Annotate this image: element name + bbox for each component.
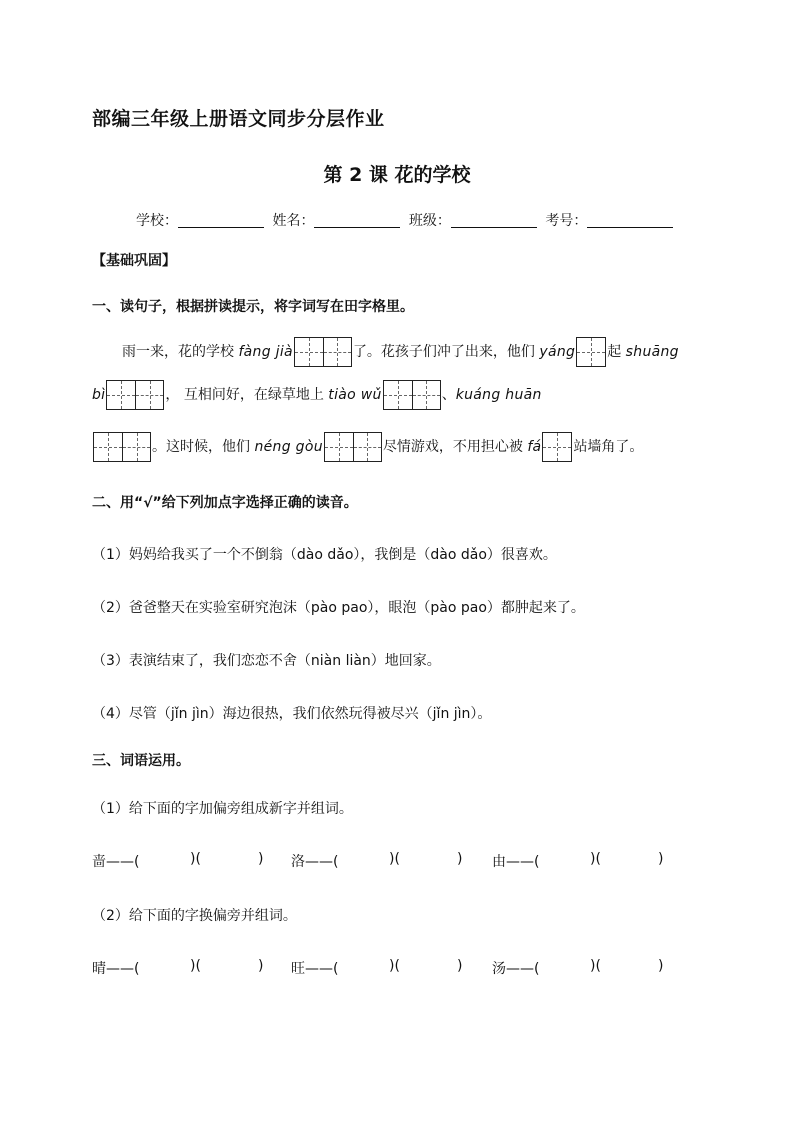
- q3-word-prompt: 由——(: [492, 854, 540, 870]
- q3-paren[interactable]: ): [258, 958, 264, 974]
- field-label-exam-number: 考号：: [545, 213, 588, 229]
- q3-word-prompt: 汤——(: [492, 961, 540, 977]
- tianzige-box-1[interactable]: [576, 337, 606, 367]
- pinyin-kuanghuan: kuáng huān: [455, 387, 542, 403]
- name-blank[interactable]: [314, 211, 400, 228]
- q3-word-prompt: 晴——(: [92, 961, 140, 977]
- section-basic-heading: 【基础巩固】: [92, 253, 176, 269]
- q3-sub-1: （1）给下面的字加偏旁组成新字并组词。: [92, 801, 353, 817]
- exam-number-blank[interactable]: [587, 211, 673, 228]
- q3-sub-2: （2）给下面的字换偏旁并组词。: [92, 908, 297, 924]
- q3-paren[interactable]: ): [457, 851, 463, 867]
- field-label-school: 学校：: [136, 213, 178, 229]
- field-label-name: 姓名：: [272, 213, 315, 229]
- field-label-class: 班级：: [408, 213, 451, 229]
- q3-paren[interactable]: ): [658, 958, 664, 974]
- series-title: 部编三年级上册语文同步分层作业: [92, 108, 385, 130]
- student-info-row: [136, 210, 677, 230]
- q3-paren[interactable]: ): [658, 851, 664, 867]
- pinyin-fangjia: fàng jià: [238, 344, 293, 360]
- q3-paren[interactable]: ): [258, 851, 264, 867]
- school-blank[interactable]: [178, 211, 264, 228]
- lesson-title: 第 2 课 花的学校: [323, 164, 471, 186]
- q3-paren[interactable]: )(: [590, 851, 601, 867]
- tianzige-box-2[interactable]: [383, 380, 441, 410]
- q2-item-4: （4）尽管（jǐn jìn）海边很热，我们依然玩得被尽兴（jǐn jìn）。: [92, 706, 492, 722]
- q2-item-2: （2）爸爸整天在实验室研究泡沫（pào pao），眼泡（pào pao）都肿起来了。: [92, 600, 585, 616]
- q1-line-1: [122, 337, 679, 367]
- tianzige-box-1[interactable]: [542, 432, 572, 462]
- q1-line-3: [92, 432, 643, 462]
- q1-text: 了。花孩子们冲了出来，他们: [352, 344, 540, 360]
- q3-paren[interactable]: )(: [389, 958, 400, 974]
- q1-text: 。这时候，他们: [152, 439, 255, 455]
- q1-text: 尽情游戏，不用担心被: [382, 439, 528, 455]
- q3-word-prompt: 旺——(: [291, 961, 339, 977]
- q1-line-2: [92, 380, 542, 410]
- class-blank[interactable]: [451, 211, 537, 228]
- pinyin-bi: bì: [92, 387, 106, 403]
- pinyin-fa: fá: [527, 439, 542, 455]
- tianzige-box-2[interactable]: [93, 432, 151, 462]
- q3-word-prompt: 洛——(: [291, 854, 339, 870]
- pinyin-yang: yáng: [539, 344, 576, 360]
- q1-text: 站墙角了。: [573, 439, 644, 455]
- q1-title: 一、读句子，根据拼读提示，将字词写在田字格里。: [92, 299, 414, 315]
- pinyin-tiaowu: tiào wǔ: [328, 387, 382, 403]
- q3-paren[interactable]: ): [457, 958, 463, 974]
- q3-paren[interactable]: )(: [389, 851, 400, 867]
- q3-paren[interactable]: )(: [590, 958, 601, 974]
- q3-word-prompt: 啬——(: [92, 854, 140, 870]
- q3-paren[interactable]: )(: [190, 958, 201, 974]
- pinyin-shuang: shuāng: [625, 344, 679, 360]
- q1-text: 雨一来，花的学校: [122, 344, 239, 360]
- tianzige-box-2[interactable]: [106, 380, 164, 410]
- pinyin-nenggou: néng gòu: [254, 439, 323, 455]
- q2-title: 二、用“√”给下列加点字选择正确的读音。: [92, 495, 358, 511]
- q2-item-3: （3）表演结束了，我们恋恋不舍（niàn liàn）地回家。: [92, 653, 441, 669]
- tianzige-box-2[interactable]: [294, 337, 352, 367]
- q1-text: ， 互相问好，在绿草地上: [165, 387, 329, 403]
- q1-text: 起: [607, 344, 626, 360]
- q1-text: 、: [441, 387, 456, 403]
- q3-title: 三、词语运用。: [92, 753, 190, 769]
- tianzige-box-2[interactable]: [324, 432, 382, 462]
- q3-paren[interactable]: )(: [190, 851, 201, 867]
- q2-item-1: （1）妈妈给我买了一个不倒翁（dào dǎo），我倒是（dào dǎo）很喜欢。: [92, 547, 557, 563]
